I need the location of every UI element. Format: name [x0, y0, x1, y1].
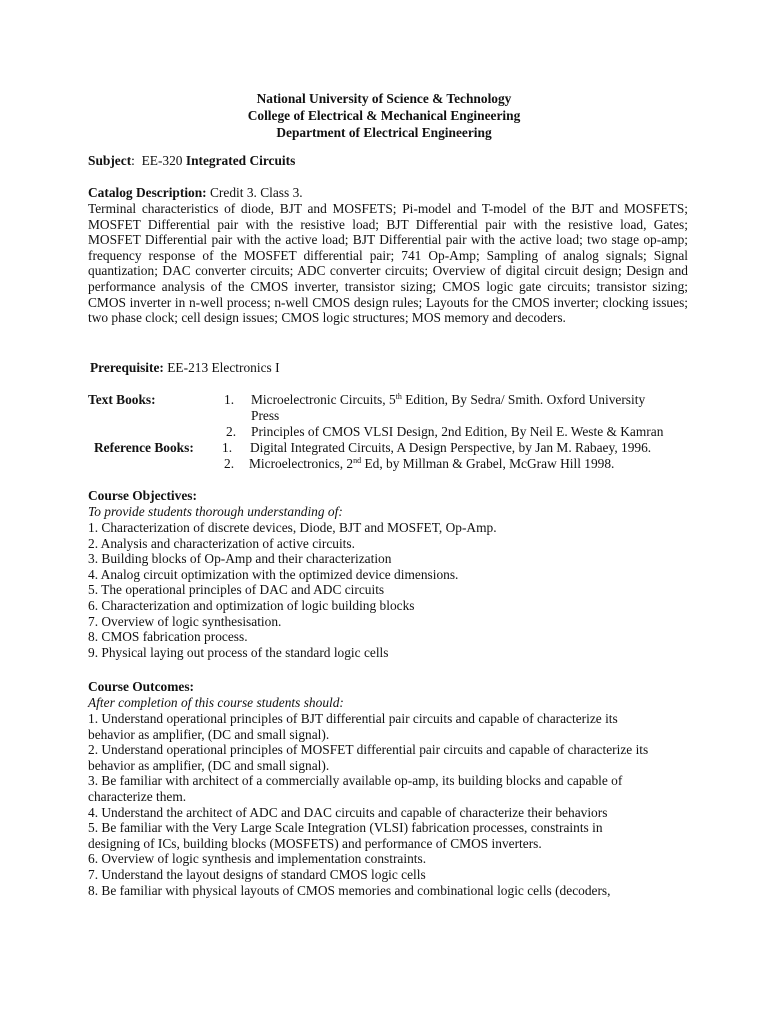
objective-item: 7. Overview of logic synthesisation.	[88, 613, 282, 629]
reference-book-2-sup: nd	[353, 456, 362, 465]
outcome-line: behavior as amplifier, (DC and small signal).	[88, 757, 330, 773]
document-header	[0, 90, 768, 141]
university-name: National University of Science & Technology	[256, 91, 512, 106]
objectives-heading: Course Objectives:	[88, 488, 197, 503]
prerequisite-value: EE-213 Electronics I	[167, 360, 280, 375]
outcome-line: 2. Understand operational principles of MOSFET differential pair circuits and capable of characterize its	[88, 742, 649, 758]
text-books-label: Text Books:	[88, 392, 156, 407]
subject-name: Integrated Circuits	[185, 153, 296, 168]
prerequisite-label: Prerequisite:	[90, 360, 164, 375]
outcome-line: 7. Understand the layout designs of standard CMOS logic cells	[88, 866, 426, 882]
reference-book-1-number: 1.	[222, 440, 233, 455]
reference-books-label: Reference Books:	[94, 440, 194, 455]
catalog-label: Catalog Description:	[88, 185, 207, 200]
subject-colon: :	[131, 153, 135, 168]
text-book-1-title: Microelectronic Circuits, 5	[251, 392, 396, 407]
subject-line	[88, 153, 295, 169]
subject-code: EE-320	[141, 153, 183, 168]
objective-item: 6. Characterization and optimization of logic building blocks	[88, 597, 415, 613]
catalog-credit: Credit 3. Class 3.	[210, 185, 303, 200]
text-book-1	[251, 392, 645, 408]
catalog-heading	[88, 185, 303, 201]
outcome-line: 1. Understand operational principles of BJT differential pair circuits and capable of characterize its	[88, 711, 618, 726]
outcome-line: 8. Be familiar with physical layouts of CMOS memories and combinational logic cells (decoders,	[88, 882, 611, 898]
outcomes-list	[88, 711, 648, 898]
prerequisite-line	[90, 360, 280, 376]
catalog-description: Terminal characteristics of diode, BJT and MOSFETS; Pi-model and T-model of the BJT and MOSFETS; MOSFET Differential pair with the resistive load; BJT Differential pair with the resistive load, Gates; MOSFET Differential pair with the active load; BJT Differential pair with the active load; two stage op-amp; frequency response of the MOSFET differential pair; 741 Op-Amp; Sampling of analog signals; Signal quantization; DAC converter circuits; ADC converter circuits; Overview of digital circuit design; Design and performance analysis of the CMOS inverter, transistor sizing; CMOS logic gate circuits; transistor sizing; CMOS inverter in n-well process; n-well CMOS design rules; Layouts for the CMOS inverter; clocking issues; two phase clock; cell design issues; CMOS logic structures; MOS memory and decoders.	[88, 201, 688, 326]
outcome-line: designing of ICs, building blocks (MOSFETS) and performance of CMOS inverters.	[88, 835, 542, 851]
outcome-line: characterize them.	[88, 788, 187, 804]
outcomes-heading: Course Outcomes:	[88, 679, 194, 694]
objective-item: 3. Building blocks of Op-Amp and their characterization	[88, 551, 392, 567]
college-name: College of Electrical & Mechanical Engineering	[247, 108, 521, 123]
outcome-line: 4. Understand the architect of ADC and DAC circuits and capable of characterize their behaviors	[88, 804, 608, 820]
objective-item: 5. The operational principles of DAC and ADC circuits	[88, 582, 385, 598]
text-book-1-rest: Edition, By Sedra/ Smith. Oxford University	[401, 392, 646, 407]
objective-item: 9. Physical laying out process of the standard logic cells	[88, 644, 389, 660]
objective-item: 1. Characterization of discrete devices, Diode, BJT and MOSFET, Op-Amp.	[88, 520, 497, 535]
text-book-1-continued: Press	[251, 408, 280, 423]
outcomes-intro: After completion of this course students should:	[88, 695, 344, 710]
outcome-line: 5. Be familiar with the Very Large Scale Integration (VLSI) fabrication processes, constraints in	[88, 820, 603, 836]
objective-item: 2. Analysis and characterization of active circuits.	[88, 535, 355, 551]
outcome-line: behavior as amplifier, (DC and small signal).	[88, 726, 330, 742]
text-book-1-number: 1.	[224, 392, 235, 407]
outcome-line: 6. Overview of logic synthesis and implementation constraints.	[88, 851, 427, 867]
reference-book-2-title: Microelectronics, 2	[249, 456, 354, 471]
text-book-2: Principles of CMOS VLSI Design, 2nd Edition, By Neil E. Weste & Kamran	[251, 424, 664, 439]
objective-item: 8. CMOS fabrication process.	[88, 629, 248, 645]
outcome-line: 3. Be familiar with architect of a commercially available op-amp, its building blocks and capable of	[88, 773, 623, 789]
objective-item: 4. Analog circuit optimization with the optimized device dimensions.	[88, 566, 459, 582]
subject-label: Subject	[88, 153, 132, 168]
reference-book-2-rest: Ed, by Millman & Grabel, McGraw Hill 1998.	[361, 456, 615, 471]
department-name: Department of Electrical Engineering	[276, 125, 492, 140]
objectives-list	[88, 520, 497, 660]
reference-book-2	[249, 456, 614, 472]
reference-book-1: Digital Integrated Circuits, A Design Perspective, by Jan M. Rabaey, 1996.	[250, 440, 652, 455]
reference-book-2-number: 2.	[224, 456, 235, 471]
objectives-intro: To provide students thorough understanding of:	[88, 504, 343, 519]
text-book-1-sup: th	[395, 392, 402, 401]
text-book-2-number: 2.	[226, 424, 237, 439]
